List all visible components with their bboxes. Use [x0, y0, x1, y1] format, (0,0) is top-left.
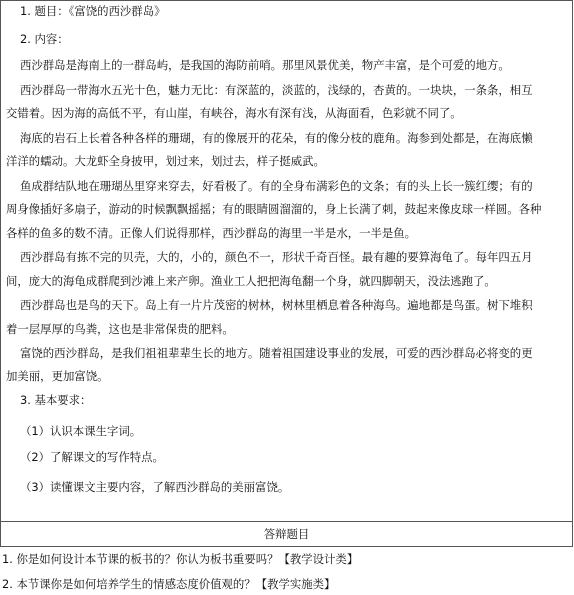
- content-heading: 2. 内容：: [20, 32, 69, 46]
- paragraph-line: 各样的鱼多的数不清。正像人们说得那样，西沙群岛的海里一半是水，一半是鱼。: [6, 226, 417, 240]
- paragraph-line: 间，庞大的海龟成群爬到沙滩上来产卵。渔业工人把把海龟翻一个身，就四脚朝天，没法逃跑了。: [6, 274, 496, 288]
- paragraph-line: 交错着。因为海的高低不平，有山崖，有峡谷，海水有深有浅，从海面看，色彩就不同了。: [6, 106, 462, 120]
- requirement-item: （2）了解课文的写作特点。: [20, 450, 164, 464]
- paragraph-line: 西沙群岛有拣不完的贝壳，大的，小的，颜色不一，形状千奇百怪。最有趣的要算海龟了。每年四五月: [20, 250, 533, 264]
- question-item: 1. 你是如何设计本节课的板书的？你认为板书重要吗？【教学设计类】: [2, 552, 359, 566]
- paragraph-line: 鱼成群结队地在珊瑚丛里穿来穿去，好看极了。有的全身布满彩色的文条；有的头上长一簇红缨；有的: [20, 179, 533, 193]
- paragraph-line: 周身像插好多扇子，游动的时候飘飘摇摇；有的眼睛圆溜溜的，身上长满了刺，鼓起来像皮球一样圆。各种: [6, 202, 542, 216]
- title-line: 1. 题目：《富饶的西沙群岛》: [20, 4, 166, 18]
- question-item: 2. 本节课你是如何培养学生的情感态度价值观的？【教学实施类】: [2, 577, 336, 591]
- requirement-item: （1）认识本课生字词。: [20, 424, 142, 438]
- paragraph-line: 着一层厚厚的鸟粪，这也是非常保贵的肥料。: [6, 322, 234, 336]
- paragraph-line: 洋洋的蠕动。大龙虾全身披甲，划过来，划过去，样子挺威武。: [6, 154, 325, 168]
- requirements-heading: 3. 基本要求：: [20, 393, 92, 407]
- paragraph-line: 西沙群岛也是鸟的天下。岛上有一片片茂密的树林，树林里栖息着各种海鸟。遍地都是鸟蛋。树下堆积: [20, 298, 533, 312]
- paragraph-line: 西沙群岛一带海水五光十色，魅力无比：有深蓝的，淡蓝的，浅绿的，杏黄的。一块块，一条条，相互: [20, 83, 533, 97]
- paragraph-line: 西沙群岛是海南上的一群岛屿，是我国的海防前哨。那里风景优美，物产丰富，是个可爱的地方。: [20, 58, 510, 72]
- paragraph-line: 海底的岩石上长着各种各样的珊瑚，有的像展开的花朵，有的像分枝的鹿角。海参到处都是，在海底懒: [20, 131, 533, 145]
- paragraph-line: 富饶的西沙群岛，是我们祖祖辈辈生长的地方。随着祖国建设事业的发展，可爱的西沙群岛必将变的更: [20, 346, 533, 360]
- answer-heading: 答辩题目: [0, 521, 573, 547]
- paragraph-line: 加美丽，更加富饶。: [6, 369, 109, 383]
- requirement-item: （3）读懂课文主要内容，了解西沙群岛的美丽富饶。: [20, 480, 290, 494]
